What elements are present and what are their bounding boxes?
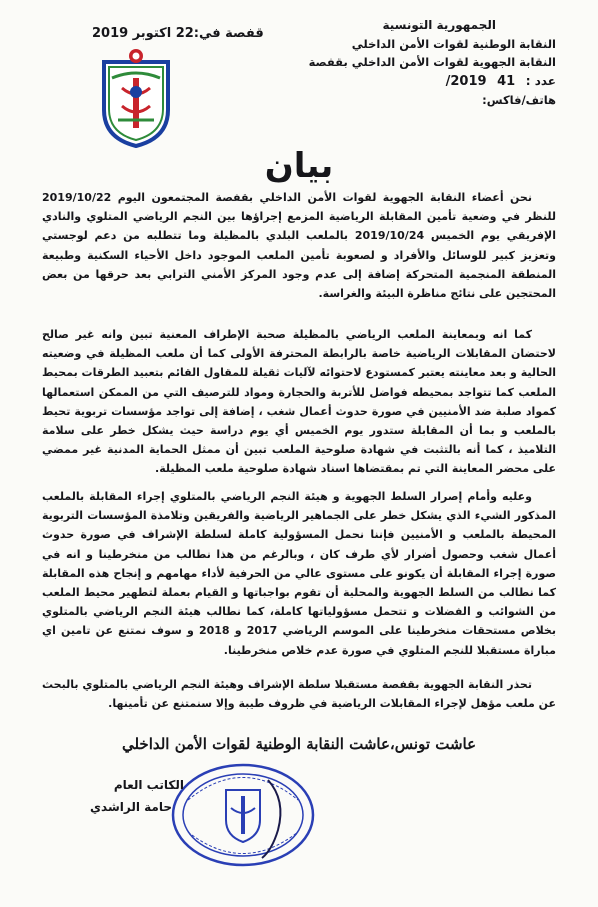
national-union-name: النقابة الوطنية لقوات الأمن الداخلي <box>351 36 556 51</box>
reference-number: عدد : 41 2019/ <box>445 73 556 89</box>
phone-fax: هاتف/فاكس: <box>482 93 556 107</box>
signature-block <box>90 774 184 818</box>
signatory-name: حامة الراشدي <box>90 800 172 814</box>
paragraph-3: وعليه وأمام إصرار السلط الجهوية و هيئة النجم الرياضي بالمتلوي إجراء المقابلة بالملعب المذكور الشيء الذي يشكل خطر على الجماهير الرياضية والفريقين وتلامذة المؤسسات التربوية المحيطة بالملعب و الأمنيين فإننا نحمل المسؤولية كاملة لسلطة الإشراف في صورة حدوث أعمال شغب وحصول أضرار لأي طرف كان ، وبالرغم من هذا نطالب من منخرطينا و انه في صورة إجراء المقابلة أن يكونو على مستوى عالي من الحرفية لأداء مهامهم و إنجاح هذه المقابلة كما نطالب من السلط الجهوية والمحلية أن تقوم بواجباتها و القيام بعملة لتطهير محيط الملعب من الشوائب و الفضلات و تتحمل مسؤولياتها كاملة، كما نطالب هيئة النجم الرياضي بالمتلوي بخلاص مستحقات منخرطينا على الموسم الرياضي 2017 و 2018 و سوف نمتنع عن تامين اي مباراة مستقبلا للنجم المتلوي في صورة عدم خلاص منخرطينا. <box>42 490 556 657</box>
letterhead-right <box>296 16 556 110</box>
regional-union-name: النقابة الجهوية لقوات الأمن الداخلي بقفصة <box>308 55 556 69</box>
signatory-title: الكاتب العام <box>113 778 184 792</box>
statement-title: بيان <box>264 146 334 186</box>
place-date: قفصة في:22 اكتوبر 2019 <box>92 26 264 41</box>
paragraph-2: كما انه وبمعاينة الملعب الرياضي بالمظيلة صحبة الإطراف المعنية تبين وانه غير صالح لاحتضان المقابلات الرياضية خاصة بالرابطة المحترفة الأولى كما أن ملعب المظيلة في وضعيته الحالية و بعد معاينته يعتبر كمستودع لاحتوائه لآليات ثقيلة للمقاول القائم بتعبيد الطرقات بمحيط الملعب كما تتواجد بمحيطه فواضل للأتربة والحجارة ومواد للترصيف التي من الممكن استعمالها كمواد صلبة ضد الأمنيين في صورة حدوث أعمال شغب ، إضافة إلى تواجد مؤسسات تربوية تحيط بالملعب و بما أن المقابلة ستدور يوم الخميس أي يوم دراسة حيث يشكل خطر على سلامة التلاميذ ، كما أنه بالتثبت في شهادة صلوحية الملعب تبين أن ممثل الحماية المدنية غير ممضي على محضر المعاينة التي تم بمقتضاها اسناد شهادة صلوحية ملعب المظيلة. <box>42 328 556 476</box>
paragraph-1: نحن أعضاء النقابة الجهوية لقوات الأمن الداخلي بقفصة المجتمعون اليوم 2019/10/22 للنظر في وضعية تأمين المقابلة الرياضية المزمع إجراؤها بين النجم الرياضي المتلوي والنادي الإفريقي يوم الخميس 2019/10/24 بالملعب البلدي بالمظيلة وما تتطلبه من دعم لوجستي وتعزيز كبير للوسائل والأفراد و لصعوبة تأمين الملعب الموجود داخل الأحياء السكنية وطبيعة المنطقة المنجمية المتحركة إضافة إلى عدم وجود المركز الأمني الترابي بعد حرقها من بعض المحتجين على نتائج مناظرة البيئة والغراسة. <box>42 191 556 301</box>
closing-slogan: عاشت تونس،عاشت النقابة الوطنية لقوات الأمن الداخلي <box>121 735 477 753</box>
republic-name: الجمهورية التونسية <box>382 18 496 32</box>
union-logo-icon <box>96 48 176 148</box>
paragraph-4: تحذر النقابة الجهوية بقفصة مستقبلا سلطة الإشراف وهيئة النجم الرياضي بالمتلوي بالبحث عن ملعب مؤهل لإجراء المقابلات الرياضية في ظروف طيبة وإلا سنمتنع عن تأمينها. <box>42 678 556 711</box>
official-stamp-icon <box>168 760 318 870</box>
